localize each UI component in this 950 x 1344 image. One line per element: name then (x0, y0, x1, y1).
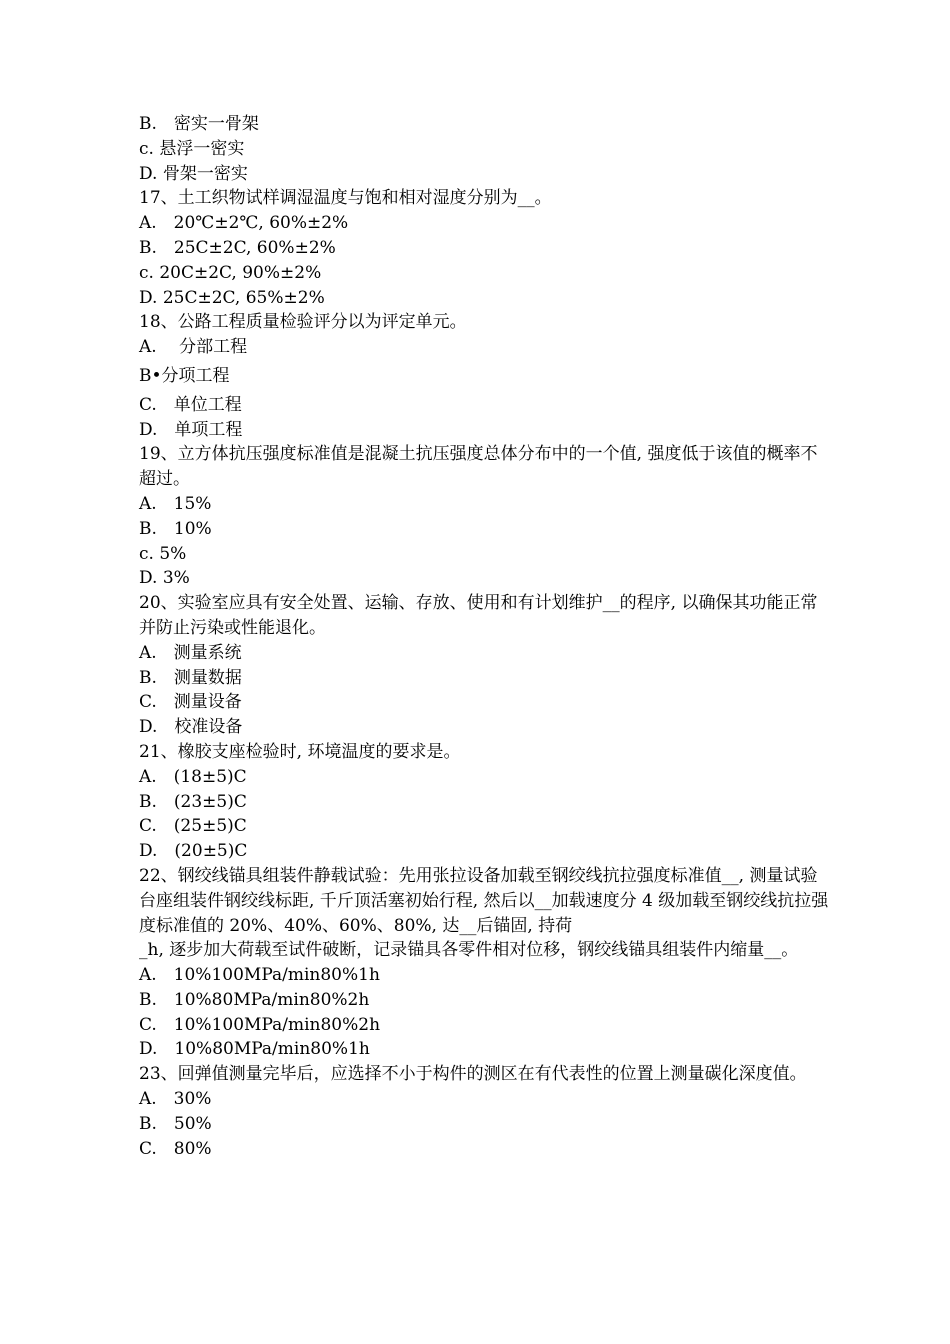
q18-option-a: A. 分部工程 (139, 337, 248, 358)
q21-option-d: D. (20±5)C (139, 841, 248, 862)
q22-option-b: B. 10%80MPa/min80%2h (139, 989, 370, 1010)
option-c-line: c. 悬浮一密实 (139, 138, 245, 159)
question-21: 21、橡胶支座检验时, 环境温度的要求是。 (139, 741, 461, 762)
q20-option-a: A. 测量系统 (139, 642, 242, 663)
question-22-continued: _h, 逐步加大荷载至试件破断，记录锚具各零件相对位移，钢绞线锚具组装件内缩量__。 (139, 940, 799, 961)
q19-option-c: c. 5% (139, 543, 187, 564)
q17-option-d: D. 25C±2C, 65%±2% (139, 287, 325, 308)
q20-option-d: D. 校准设备 (139, 717, 243, 738)
option-b-line: B. 密实一骨架 (139, 114, 259, 134)
q19-option-a: A. 15% (139, 493, 212, 514)
q23-option-b: B. 50% (139, 1113, 212, 1134)
q17-option-b: B. 25C±2C, 60%±2% (139, 237, 336, 258)
q20-option-b: B. 测量数据 (139, 667, 242, 688)
document-page (139, 112, 829, 1161)
question-19: 19、立方体抗压强度标准值是混凝土抗压强度总体分布中的一个值, 强度低于该值的概率不超过。 (139, 444, 818, 490)
option-d-line: D. 骨架一密实 (139, 163, 248, 184)
q22-option-c: C. 10%100MPa/min80%2h (139, 1014, 381, 1035)
question-20: 20、实验室应具有安全处置、运输、存放、使用和有计划维护__的程序, 以确保其功能正常并防止污染或性能退化。 (139, 593, 818, 638)
q18-option-c: C. 单位工程 (139, 394, 242, 415)
q23-option-a: A. 30% (139, 1089, 212, 1110)
question-23: 23、回弹值测量完毕后，应选择不小于构件的测区在有代表性的位置上测量碳化深度值。 (139, 1064, 807, 1085)
q23-option-c: C. 80% (139, 1138, 212, 1159)
q21-option-b: B. (23±5)C (139, 791, 247, 812)
question-22: 22、钢绞线锚具组装件静载试验：先用张拉设备加载至钢绞线抗拉强度标准值__, 测量试验台座组装件钢绞线标距, 千斤顶活塞初始行程, 然后以__加载速度分 4 级加载至钢绞线抗拉强度标准值的 20%、40%、60%、80%, 达__后锚固, 持荷 (139, 865, 829, 936)
q21-option-c: C. (25±5)C (139, 816, 247, 837)
q19-option-b: B. 10% (139, 518, 212, 539)
q17-option-a: A. 20℃±2℃, 60%±2% (139, 213, 349, 234)
q18-option-b: B•分项工程 (139, 365, 230, 386)
q20-option-c: C. 测量设备 (139, 692, 242, 713)
q22-option-a: A. 10%100MPa/min80%1h (139, 965, 380, 986)
q17-option-c: c. 20C±2C, 90%±2% (139, 262, 322, 283)
q18-option-d: D. 单项工程 (139, 419, 243, 440)
q19-option-d: D. 3% (139, 568, 190, 589)
question-17: 17、土工织物试样调湿温度与饱和相对湿度分别为__。 (139, 188, 552, 209)
q21-option-a: A. (18±5)C (139, 766, 247, 787)
q22-option-d: D. 10%80MPa/min80%1h (139, 1039, 370, 1060)
question-18: 18、公路工程质量检验评分以为评定单元。 (139, 312, 467, 333)
